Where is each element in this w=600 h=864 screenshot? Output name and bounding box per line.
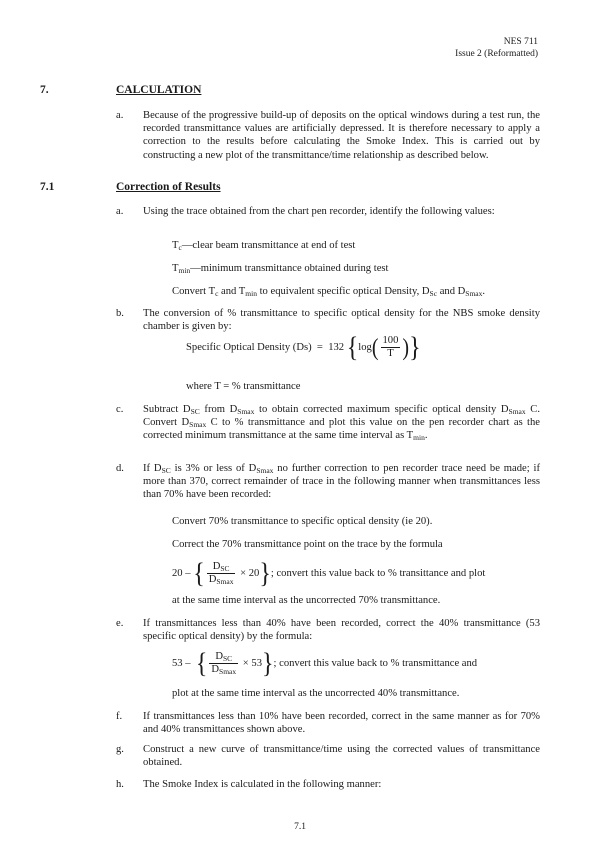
optical-density-formula: Specific Optical Density (Ds) = 132 {log( $\frac{100}{T}$ )}: [186, 331, 421, 364]
item-label: d.: [116, 463, 124, 474]
definition-tc: $T_c—clear$ beam transmittance at end of test: [172, 240, 356, 252]
item-label: f.: [116, 711, 123, 722]
section-number: 7.: [40, 84, 49, 96]
item-label: c.: [116, 404, 124, 415]
item-label: b.: [116, 308, 124, 319]
paragraph: The Smoke Index is calculated in the following manner:: [143, 779, 382, 790]
page-number: 7.1: [294, 822, 306, 832]
paragraph: If $D_{SC}$ is 3% or less of $D_{Smax}$ no further correction to pen recorder trace need be made; if more than 370, correct remainder of trace in the following manner when transmittances less than 70% have been recorded:: [143, 463, 540, 501]
paragraph: Subtract $D_{SC}$ from $D_{Smax}$ to obtain corrected maximum specific optical density $D_{Smax}$ C. Convert $D_{Smax}$ C to % transmittance and plot this value on the pen recorder chart as the corrected minimum transmittance at the same time interval as $T_{min}$.: [143, 404, 541, 443]
paragraph: If transmittances less than 40% have been recorded, correct the 40% transmittance (53 specific optical density) by the formula:: [143, 618, 540, 643]
instruction-line: at the same time interval as the uncorrected 70% transmittance.: [172, 595, 441, 606]
item-label: h.: [116, 779, 124, 790]
paragraph: The conversion of % transmittance to specific optical density for the NBS smoke density chamber is given by:: [143, 308, 540, 333]
paragraph: If transmittances less than 10% have been recorded, correct in the same manner as for 70% and 40% transmittances shown above.: [143, 711, 540, 736]
correction-formula-20: 20 – { $\frac{D_{SC}}{D_{Smax}}$ × 20}; convert this value back to % transittance and plot: [172, 557, 486, 590]
item-label: e.: [116, 618, 124, 629]
document-id: NES 711: [503, 37, 538, 47]
item-label: a.: [116, 110, 124, 121]
paragraph: Using the trace obtained from the chart pen recorder, identify the following values:: [143, 206, 495, 217]
paragraph: Construct a new curve of transmittance/time using the corrected values of transmittance obtained.: [143, 744, 540, 769]
subsection-number: 7.1: [40, 181, 55, 193]
instruction-line: Convert 70% transmittance to specific optical density (ie 20).: [172, 516, 433, 527]
item-label: a.: [116, 206, 124, 217]
paragraph: Because of the progressive build-up of deposits on the optical windows during a test run, the recorded transmittance values are artificially depressed. It is therefore necessary to apply a correction to the results before calculating the Smoke Index. This is carried out by constructing a new plot of the transmittance/time relationship as described below.: [143, 110, 540, 161]
page-header: [455, 36, 538, 60]
section-title: CALCULATION: [116, 84, 202, 96]
formula-where: where T = % transmittance: [186, 381, 301, 392]
definition-tmin: $T_{min}—minimum$ transmittance obtained during test: [172, 263, 389, 275]
subsection-title: Correction of Results: [116, 181, 221, 193]
item-label: g.: [116, 744, 124, 755]
correction-formula-53: 53 – { $\frac{D_{SC}}{D_{Smax}}$ × 53}; convert this value back to % transmittance and: [172, 647, 478, 680]
instruction-line: Correct the 70% transmittance point on the trace by the formula: [172, 539, 443, 550]
instruction-line: plot at the same time interval as the uncorrected 40% transmittance.: [172, 688, 460, 699]
issue-label: Issue 2 (Reformatted): [455, 49, 538, 59]
conversion-instruction: Convert $T_c$ and $T_{min}$ to equivalent specific optical Density, $D_{Sc}$ and $D_{Smax}$.: [172, 286, 486, 298]
